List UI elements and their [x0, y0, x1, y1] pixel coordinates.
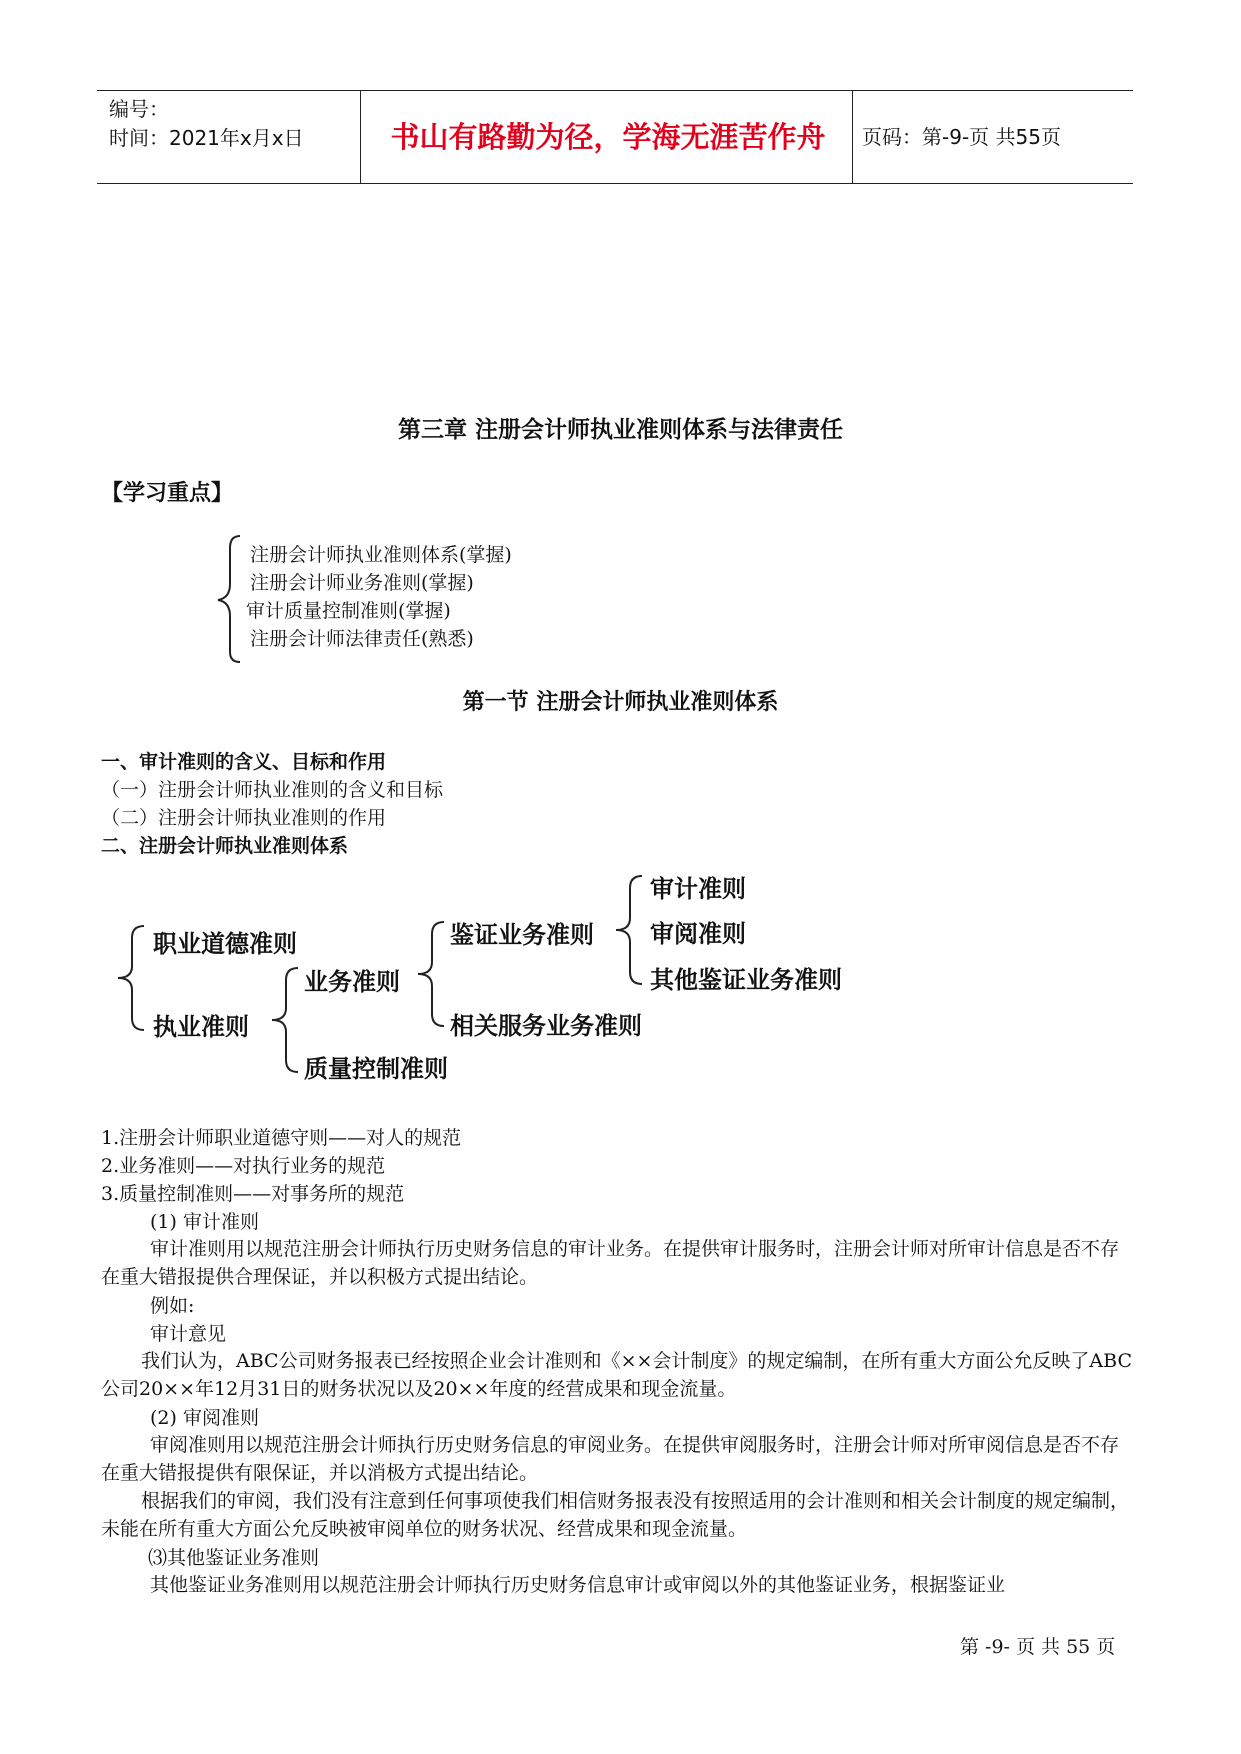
tree-node-practice: 执业准则 [153, 1013, 249, 1041]
study-focus-item: 注册会计师执业准则体系(掌握) [250, 544, 512, 566]
header-left-cell [109, 95, 304, 153]
tree-practice-brace [268, 966, 302, 1074]
study-focus-heading: 【学习重点】 [101, 481, 234, 506]
header-motto: 书山有路勤为径，学海无涯苦作舟 [390, 120, 826, 154]
study-focus-item: 审计质量控制准则(掌握) [246, 600, 451, 622]
section-title: 第一节 注册会计师执业准则体系 [462, 690, 779, 715]
outline-heading-2: 二、注册会计师执业准则体系 [101, 835, 349, 857]
paragraph: 其他鉴证业务准则用以规范注册会计师执行历史财务信息审计或审阅以外的其他鉴证业务，根据鉴证业 [150, 1574, 1006, 1596]
paragraph: 我们认为，ABC公司财务报表已经按照企业会计准则和《××会计制度》的规定编制，在所有重大方面公允反映了ABC公司20××年12月31日的财务状况以及20××年度的经营成果和现金流量。 [101, 1350, 1132, 1400]
time-label: 时间：2021年x月x日 [109, 126, 304, 150]
tree-root-brace [112, 924, 148, 1032]
tree-assurance-brace [612, 874, 646, 986]
study-focus-item: 注册会计师业务准则(掌握) [250, 572, 474, 594]
paragraph: 根据我们的审阅，我们没有注意到任何事项使我们相信财务报表没有按照适用的会计准则和相关会计制度的规定编制，未能在所有重大方面公允反映被审阅单位的财务状况、经营成果和现金流量。 [101, 1490, 1130, 1540]
body-line: 1.注册会计师职业道德守则——对人的规范 [101, 1127, 462, 1149]
subheading: (2) 审阅准则 [150, 1407, 259, 1429]
tree-node-audit: 审计准则 [650, 875, 746, 903]
outline-heading-1: 一、审计准则的含义、目标和作用 [101, 751, 387, 773]
page-footer: 第 -9- 页 共 55 页 [960, 1636, 1116, 1658]
tree-node-assurance: 鉴证业务准则 [450, 921, 594, 949]
chapter-title: 第三章 注册会计师执业准则体系与法律责任 [397, 417, 843, 443]
body-line: 2.业务准则——对执行业务的规范 [101, 1155, 386, 1177]
paragraph: 审计准则用以规范注册会计师执行历史财务信息的审计业务。在提供审计服务时，注册会计师对所审计信息是否不存在重大错报提供合理保证，并以积极方式提出结论。 [101, 1238, 1120, 1288]
header-divider [852, 91, 853, 183]
tree-node-related: 相关服务业务准则 [450, 1012, 642, 1040]
body-line: 3.质量控制准则——对事务所的规范 [101, 1183, 405, 1205]
outline-item: （一）注册会计师执业准则的含义和目标 [101, 779, 444, 801]
study-focus-brace [208, 534, 248, 664]
header-table [97, 90, 1133, 184]
tree-business-brace [414, 920, 448, 1028]
tree-node-quality: 质量控制准则 [304, 1055, 448, 1083]
tree-node-other: 其他鉴证业务准则 [650, 966, 842, 994]
header-divider [360, 91, 361, 183]
tree-node-business: 业务准则 [304, 968, 400, 996]
subheading: ⑶其他鉴证业务准则 [148, 1547, 320, 1569]
subheading: (1) 审计准则 [150, 1211, 259, 1233]
number-label: 编号： [109, 97, 169, 121]
body-line: 例如: [150, 1295, 195, 1317]
tree-node-ethics: 职业道德准则 [153, 930, 297, 958]
paragraph: 审阅准则用以规范注册会计师执行历史财务信息的审阅业务。在提供审阅服务时，注册会计师对所审阅信息是否不存在重大错报提供有限保证，并以消极方式提出结论。 [101, 1434, 1120, 1484]
study-focus-item: 注册会计师法律责任(熟悉) [250, 628, 474, 650]
outline-item: （二）注册会计师执业准则的作用 [101, 807, 387, 829]
header-page-label: 页码：第-9-页 共55页 [862, 125, 1061, 149]
body-line: 审计意见 [150, 1323, 227, 1345]
tree-node-review: 审阅准则 [650, 920, 746, 948]
